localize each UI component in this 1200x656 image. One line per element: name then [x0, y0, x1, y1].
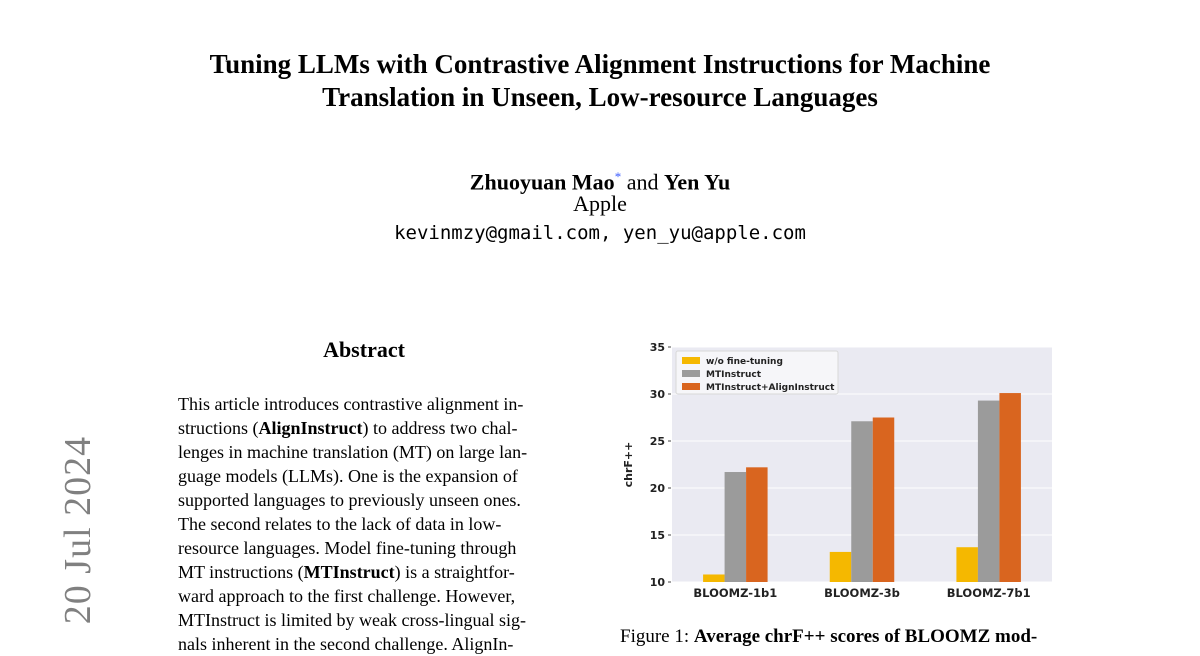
bar-w-o-fine-tuning	[703, 574, 725, 582]
y-tick-label: 35	[649, 341, 665, 354]
abstract-line	[178, 488, 552, 512]
caption-bold-text: Average chrF++ scores of BLOOMZ mod-	[693, 626, 1038, 647]
abstract-line	[178, 392, 552, 416]
paper-title	[0, 48, 1200, 114]
abstract-text: ward approach to the first challenge. However,	[178, 586, 516, 606]
y-axis-label: chrF++	[622, 441, 635, 488]
figure-1	[620, 335, 1060, 612]
abstract-line	[178, 416, 552, 440]
y-tick-label: 20	[649, 482, 665, 495]
affiliation: Apple	[573, 191, 627, 216]
abstract-text: supported languages to previously unseen ones.	[178, 490, 521, 510]
x-tick-label: BLOOMZ-1b1	[693, 586, 778, 600]
bar-mtinstruct-aligninstruct	[746, 467, 768, 582]
abstract-line	[178, 584, 552, 608]
abstract-body	[178, 392, 552, 656]
author-join: and	[626, 169, 659, 195]
bar-chart	[620, 335, 1060, 607]
bar-mtinstruct	[978, 401, 1000, 582]
legend-swatch	[682, 370, 700, 377]
abstract-text: ) to address two chal-	[362, 418, 518, 438]
bar-w-o-fine-tuning	[830, 552, 852, 582]
abstract-heading: Abstract	[323, 337, 405, 362]
abstract-text: resource languages. Model fine-tuning through	[178, 538, 517, 558]
legend-swatch	[682, 357, 700, 364]
abstract-line	[178, 536, 552, 560]
bar-mtinstruct-aligninstruct	[873, 418, 895, 583]
author-1: Zhuoyuan Mao	[469, 169, 615, 195]
abstract-term: MTInstruct	[303, 562, 395, 582]
abstract-line	[178, 440, 552, 464]
y-tick-label: 15	[649, 529, 665, 542]
bar-w-o-fine-tuning	[956, 547, 978, 582]
bar-mtinstruct	[725, 472, 747, 582]
x-tick-label: BLOOMZ-3b	[824, 586, 900, 600]
bar-mtinstruct	[851, 421, 873, 582]
y-tick-label: 30	[649, 388, 665, 401]
author-2: Yen Yu	[663, 169, 731, 195]
abstract-text: nals inherent in the second challenge. AlignIn-	[178, 634, 514, 654]
footnote-mark[interactable]: *	[614, 169, 622, 184]
y-tick-label: 25	[649, 435, 665, 448]
legend-swatch	[682, 383, 700, 390]
legend-label: w/o fine-tuning	[706, 357, 783, 367]
x-tick-label: BLOOMZ-7b1	[946, 586, 1031, 600]
emails: kevinmzy@gmail.com, yen_yu@apple.com	[394, 222, 806, 244]
abstract-line	[178, 464, 552, 488]
legend-label: MTInstruct	[706, 370, 761, 380]
abstract-text: structions (	[178, 418, 259, 438]
figure-caption	[620, 626, 1037, 648]
abstract-text: MT instructions (	[178, 562, 304, 582]
abstract-line	[178, 632, 552, 656]
abstract-text: ) is a straightfor-	[394, 562, 515, 582]
abstract-line	[178, 512, 552, 536]
legend-label: MTInstruct+AlignInstruct	[706, 383, 835, 393]
bar-mtinstruct-aligninstruct	[999, 393, 1021, 582]
abstract-term: AlignInstruct	[258, 418, 363, 438]
abstract-text: guage models (LLMs). One is the expansion of	[178, 466, 518, 486]
title-line-1: Tuning LLMs with Contrastive Alignment Instructions for Machine	[209, 49, 991, 79]
arxiv-date-stamp: 20 Jul 2024	[57, 435, 99, 625]
title-line-2: Translation in Unseen, Low-resource Languages	[322, 82, 878, 112]
abstract-text: The second relates to the lack of data in low-	[178, 514, 502, 534]
abstract-text: lenges in machine translation (MT) on large lan-	[178, 442, 528, 462]
y-tick-label: 10	[649, 576, 665, 589]
abstract-line	[178, 608, 552, 632]
abstract-text: This article introduces contrastive alignment in-	[178, 394, 524, 414]
caption-prefix: Figure 1:	[620, 626, 690, 647]
abstract-text: MTInstruct is limited by weak cross-lingual sig-	[178, 610, 526, 630]
abstract-line	[178, 560, 552, 584]
